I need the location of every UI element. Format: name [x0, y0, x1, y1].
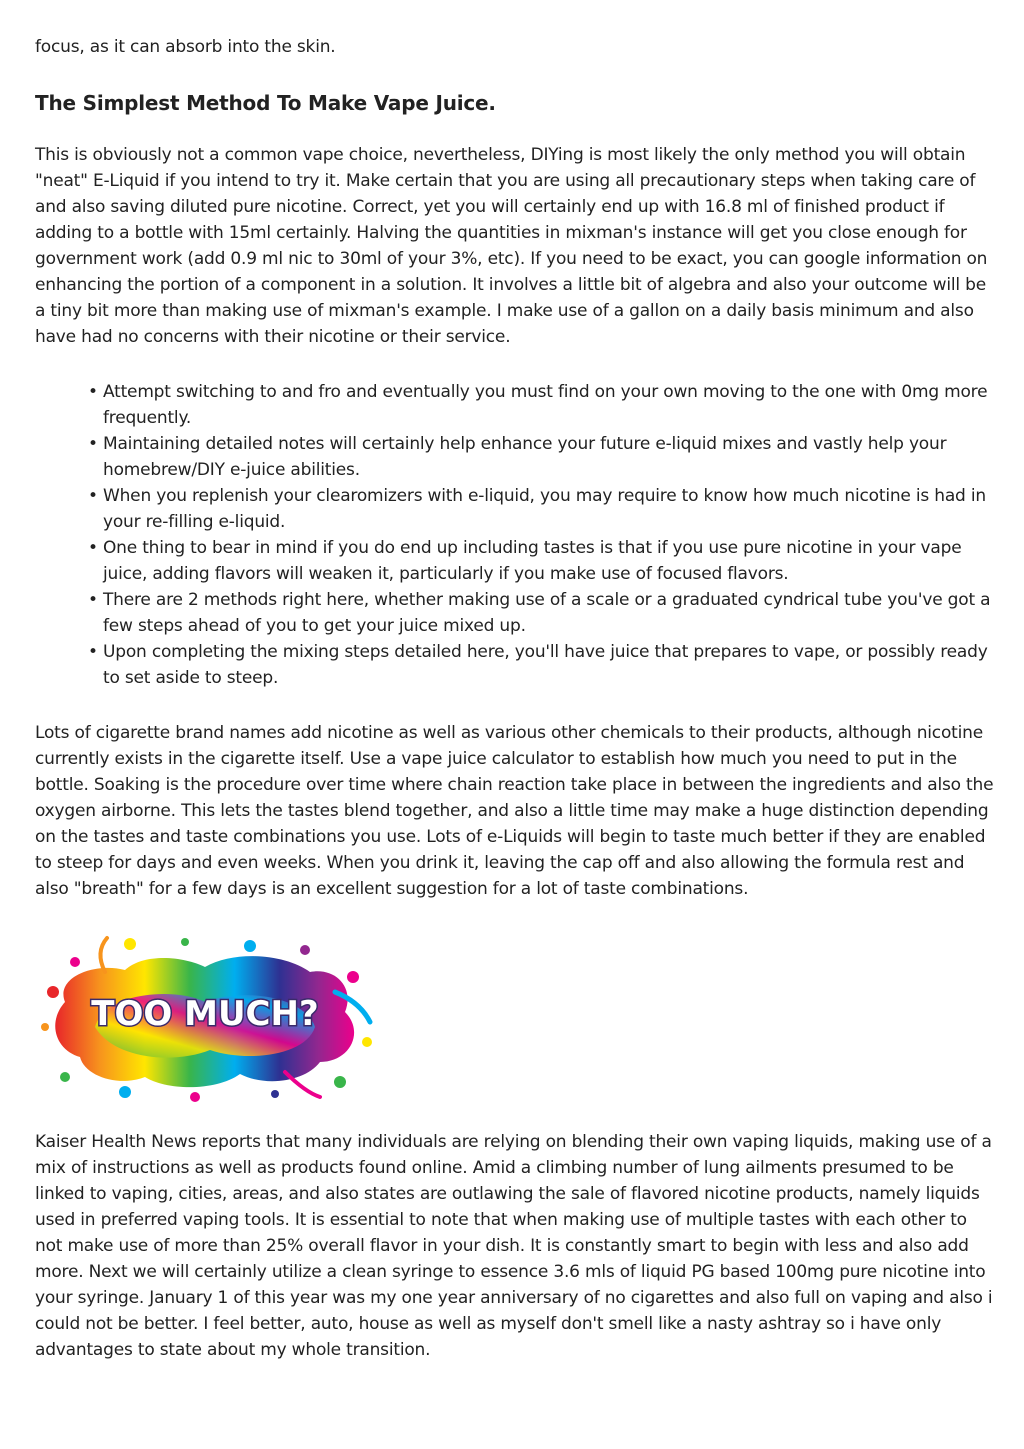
list-item: • Upon completing the mixing steps detailed here, you'll have juice that prepares to vape, or possibly ready to set aside to steep.	[103, 639, 995, 691]
paragraph-3: Kaiser Health News reports that many individuals are relying on blending their own vaping liquids, making use of a mix of instructions as well as products found online. Amid a climbing number of lung ailments presumed to be linked to vaping, cities, areas, and also states are outlawing the sale of flavored nicotine products, namely liquids used in preferred vaping tools. It is essential to note that when making use of multiple tastes with each other to not make use of more than 25% overall flavor in your dish. It is constantly smart to begin with less and also add more. Next we will certainly utilize a clean syringe to essence 3.6 mls of liquid PG based 100mg pure nicotine into your syringe. January 1 of this year was my one year anniversary of no cigarettes and also full on vaping and also i could not be better. I feel better, auto, house as well as myself don't smell like a nasty ashtray so i have only advantages to state about my whole transition.	[35, 1132, 993, 1360]
list-item: • When you replenish your clearomizers with e-liquid, you may require to know how much nicotine is had in your re-filling e-liquid.	[103, 483, 995, 535]
paragraph-2: Lots of cigarette brand names add nicotine as well as various other chemicals to their products, although nicotine currently exists in the cigarette itself. Use a vape juice calculator to establish how much you need to put in the bottle. Soaking is the procedure over time where chain reaction take place in between the ingredients and also the oxygen airborne. This lets the tastes blend together, and also a little time may make a huge distinction depending on the tastes and taste combinations you use. Lots of e-Liquids will begin to taste much better if they are enabled to steep for days and even weeks. When you drink it, leaving the cap off and also allowing the formula rest and also "breath" for a few days is an excellent suggestion for a lot of taste combinations.	[35, 723, 994, 899]
section-heading: The Simplest Method To Make Vape Juice.	[35, 91, 496, 115]
list-item: • There are 2 methods right here, whether making use of a scale or a graduated cyndrical tube you've got a few steps ahead of you to get your juice mixed up.	[103, 587, 995, 639]
list-item: • One thing to bear in mind if you do end up including tastes is that if you use pure nicotine in your vape juice, adding flavors will weaken it, particularly if you make use of focused flavors.	[103, 535, 995, 587]
bullet-list	[35, 379, 995, 691]
splash-text: TOO MUCH?	[91, 994, 319, 1034]
list-item: • Attempt switching to and fro and eventually you must find on your own moving to the one with 0mg more frequently.	[103, 379, 995, 431]
article-body	[35, 34, 995, 1363]
list-item: • Maintaining detailed notes will certainly help enhance your future e-liquid mixes and vastly help your homebrew/DIY e-juice abilities.	[103, 431, 995, 483]
intro-fragment: focus, as it can absorb into the skin.	[35, 37, 336, 57]
paragraph-1: This is obviously not a common vape choice, nevertheless, DIYing is most likely the only method you will obtain "neat" E-Liquid if you intend to try it. Make certain that you are using all precautionary steps when taking care of and also saving diluted pure nicotine. Correct, yet you will certainly end up with 16.8 ml of finished product if adding to a bottle with 15ml certainly. Halving the quantities in mixman's instance will get you close enough for government work (add 0.9 ml nic to 30ml of your 3%, etc). If you need to be exact, you can google information on enhancing the portion of a component in a solution. It involves a little bit of algebra and also your outcome will be a tiny bit more than making use of mixman's example. I make use of a gallon on a daily basis minimum and also have had no concerns with their nicotine or their service.	[35, 145, 988, 347]
too-much-splash-image	[35, 932, 375, 1102]
